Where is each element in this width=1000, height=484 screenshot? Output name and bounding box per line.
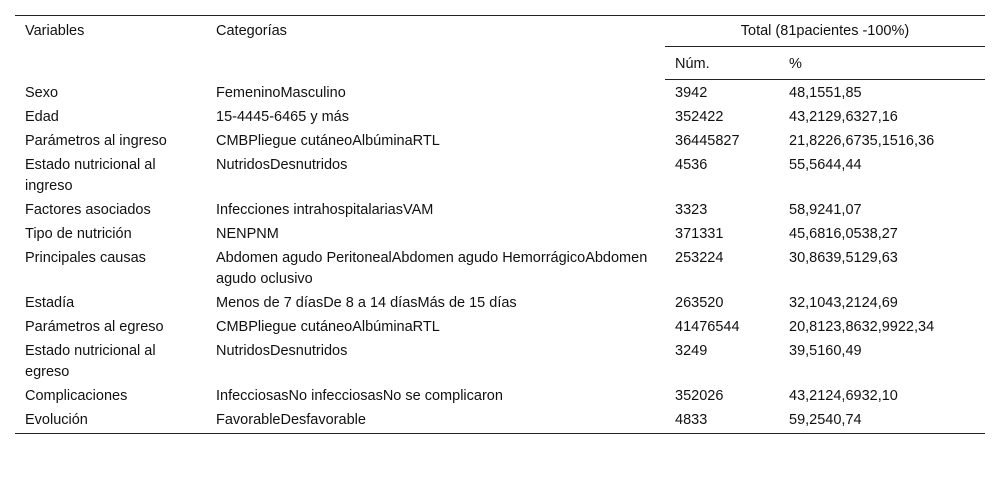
cell-variable: Complicaciones <box>25 388 128 404</box>
cell-num: 352422 <box>675 109 724 125</box>
cell-pct: 43,2129,6327,16 <box>789 109 898 125</box>
table-row <box>15 339 985 384</box>
cell-variable: Estadía <box>25 295 75 311</box>
cell-categorias: NutridosDesnutridos <box>216 157 348 173</box>
cell-pct: 58,9241,07 <box>789 202 862 218</box>
patients-table <box>15 15 985 434</box>
cell-categorias: InfecciosasNo infecciosasNo se complicaron <box>216 388 503 404</box>
cell-pct: 43,2124,6932,10 <box>789 388 898 404</box>
cell-variable: Principales causas <box>25 250 146 266</box>
header-variables: Variables <box>15 16 206 80</box>
cell-num: 263520 <box>675 295 724 311</box>
table-row <box>15 129 985 153</box>
table-row <box>15 315 985 339</box>
cell-num: 4833 <box>665 408 779 434</box>
table-row <box>15 291 985 315</box>
table-row <box>15 105 985 129</box>
table-row <box>15 408 985 434</box>
cell-num: 253224 <box>675 250 724 266</box>
header-categorias: Categorías <box>206 16 665 80</box>
cell-variable: Estado nutricional al egreso <box>25 343 156 380</box>
cell-variable: Estado nutricional al ingreso <box>25 157 156 194</box>
cell-pct: 55,5644,44 <box>789 157 862 173</box>
cell-categorias: Infecciones intrahospitalariasVAM <box>216 202 434 218</box>
cell-num: 371331 <box>675 226 724 242</box>
cell-pct: 30,8639,5129,63 <box>789 250 898 266</box>
cell-categorias: CMBPliegue cutáneoAlbúminaRTL <box>216 319 440 335</box>
table-row <box>15 198 985 222</box>
cell-pct: 32,1043,2124,69 <box>789 295 898 311</box>
header-row-top <box>15 16 985 47</box>
table-row <box>15 222 985 246</box>
cell-variable: Edad <box>25 109 59 125</box>
cell-num: 3249 <box>675 343 708 359</box>
cell-categorias: Abdomen agudo PeritonealAbdomen agudo HemorrágicoAbdomen agudo oclusivo <box>216 250 648 287</box>
table-header <box>15 16 985 80</box>
table-body <box>15 80 985 434</box>
cell-num: 36445827 <box>675 133 740 149</box>
cell-variable: Sexo <box>25 84 59 101</box>
table-row <box>15 80 985 106</box>
cell-num: 3323 <box>675 202 708 218</box>
cell-categorias: FemeninoMasculino <box>216 84 346 101</box>
table-row <box>15 246 985 291</box>
cell-categorias: CMBPliegue cutáneoAlbúminaRTL <box>216 133 440 149</box>
cell-pct: 39,5160,49 <box>789 343 862 359</box>
cell-categorias: FavorableDesfavorable <box>206 408 665 434</box>
cell-categorias: NENPNM <box>216 226 279 242</box>
header-pct: % <box>779 47 985 80</box>
cell-categorias: 15-4445-6465 y más <box>216 109 349 125</box>
cell-num: 4536 <box>675 157 708 173</box>
cell-categorias: NutridosDesnutridos <box>216 343 348 359</box>
header-total: Total (81pacientes -100%) <box>665 16 985 47</box>
cell-variable: Factores asociados <box>25 202 151 218</box>
cell-variable: Parámetros al egreso <box>25 319 164 335</box>
cell-num: 3942 <box>675 85 708 101</box>
cell-pct: 21,8226,6735,1516,36 <box>789 133 935 149</box>
cell-pct: 59,2540,74 <box>779 408 985 434</box>
cell-categorias: Menos de 7 díasDe 8 a 14 díasMás de 15 días <box>216 295 517 311</box>
cell-pct: 20,8123,8632,9922,34 <box>789 319 935 335</box>
cell-num: 352026 <box>675 388 724 404</box>
cell-num: 41476544 <box>675 319 740 335</box>
cell-variable: Evolución <box>15 408 206 434</box>
cell-pct: 45,6816,0538,27 <box>789 226 898 242</box>
cell-pct: 48,1551,85 <box>789 85 862 101</box>
header-num: Núm. <box>665 47 779 80</box>
cell-variable: Tipo de nutrición <box>25 226 132 242</box>
cell-variable: Parámetros al ingreso <box>25 133 167 149</box>
table-row <box>15 384 985 408</box>
table-row <box>15 153 985 198</box>
